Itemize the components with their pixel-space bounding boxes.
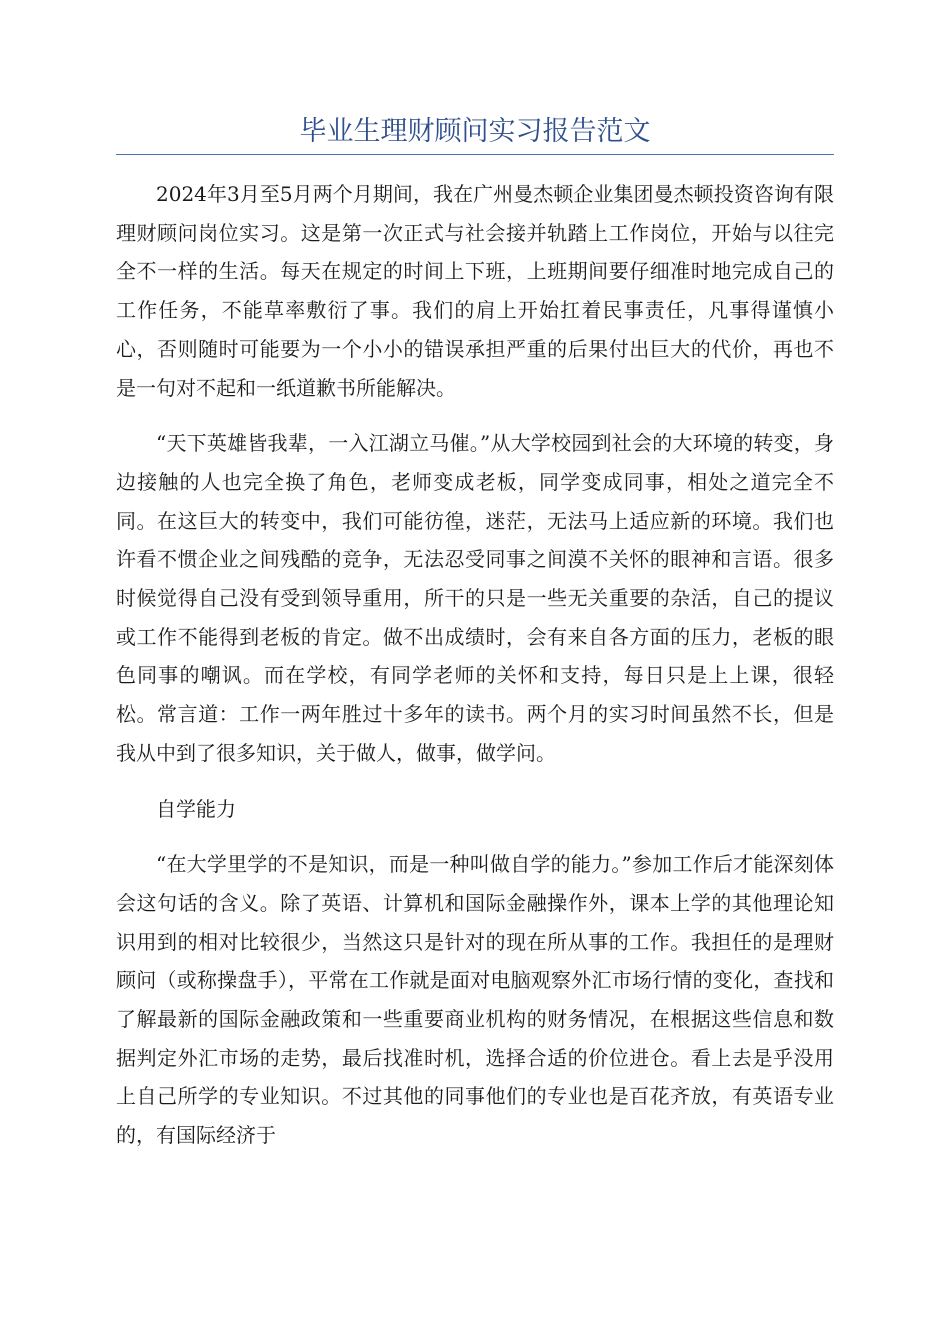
title-underline <box>116 154 834 155</box>
document-title: 毕业生理财顾问实习报告范文 <box>299 116 651 147</box>
paragraph-self-learning: “在大学里学的不是知识，而是一种叫做自学的能力。”参加工作后才能深刻体会这句话的含义。除了英语、计算机和国际金融操作外，课本上学的其他理论知识用到的相对比较很少，当然这只是针对的现在所从事的工作。我担任的是理财顾问（或称操盘手），平常在工作就是面对电脑观察外汇市场行情的变化，查找和了解最新的国际金融政策和一些重要商业机构的财务情况，在根据这些信息和数据判定外汇市场的走势，最后找准时机，选择合适的价位进仓。看上去是乎没用上自己所学的专业知识。不过其他的同事他们的专业也是百花齐放，有英语专业的，有国际经济于 <box>116 852 834 1148</box>
paragraph-intro: 2024年3月至5月两个月期间，我在广州曼杰顿企业集团曼杰顿投资咨询有限理财顾问岗位实习。这是第一次正式与社会接并轨踏上工作岗位，开始与以往完全不一样的生活。每天在规定的时间上下班，上班期间要仔细准时地完成自己的工作任务，不能草率敷衍了事。我们的肩上开始扛着民事责任，凡事得谨慎小心，否则随时可能要为一个小小的错误承担严重的后果付出巨大的代价，再也不是一句对不起和一纸道歉书所能解决。 <box>116 182 834 400</box>
document-body <box>116 175 834 1172</box>
section-heading-self-learning: 自学能力 <box>156 796 236 821</box>
paragraph-transition: “天下英雄皆我辈，一入江湖立马催。”从大学校园到社会的大环境的转变，身边接触的人也完全换了角色，老师变成老板，同学变成同事，相处之道完全不同。在这巨大的转变中，我们可能彷徨，迷茫，无法马上适应新的环境。我们也许看不惯企业之间残酷的竞争，无法忍受同事之间漠不关怀的眼神和言语。很多时候觉得自己没有受到领导重用，所干的只是一些无关重要的杂活，自己的提议或工作不能得到老板的肯定。做不出成绩时，会有来自各方面的压力，老板的眼色同事的嘲讽。而在学校，有同学老师的关怀和支持，每日只是上上课，很轻松。常言道：工作一两年胜过十多年的读书。两个月的实习时间虽然不长，但是我从中到了很多知识，关于做人，做事，做学问。 <box>116 431 834 765</box>
